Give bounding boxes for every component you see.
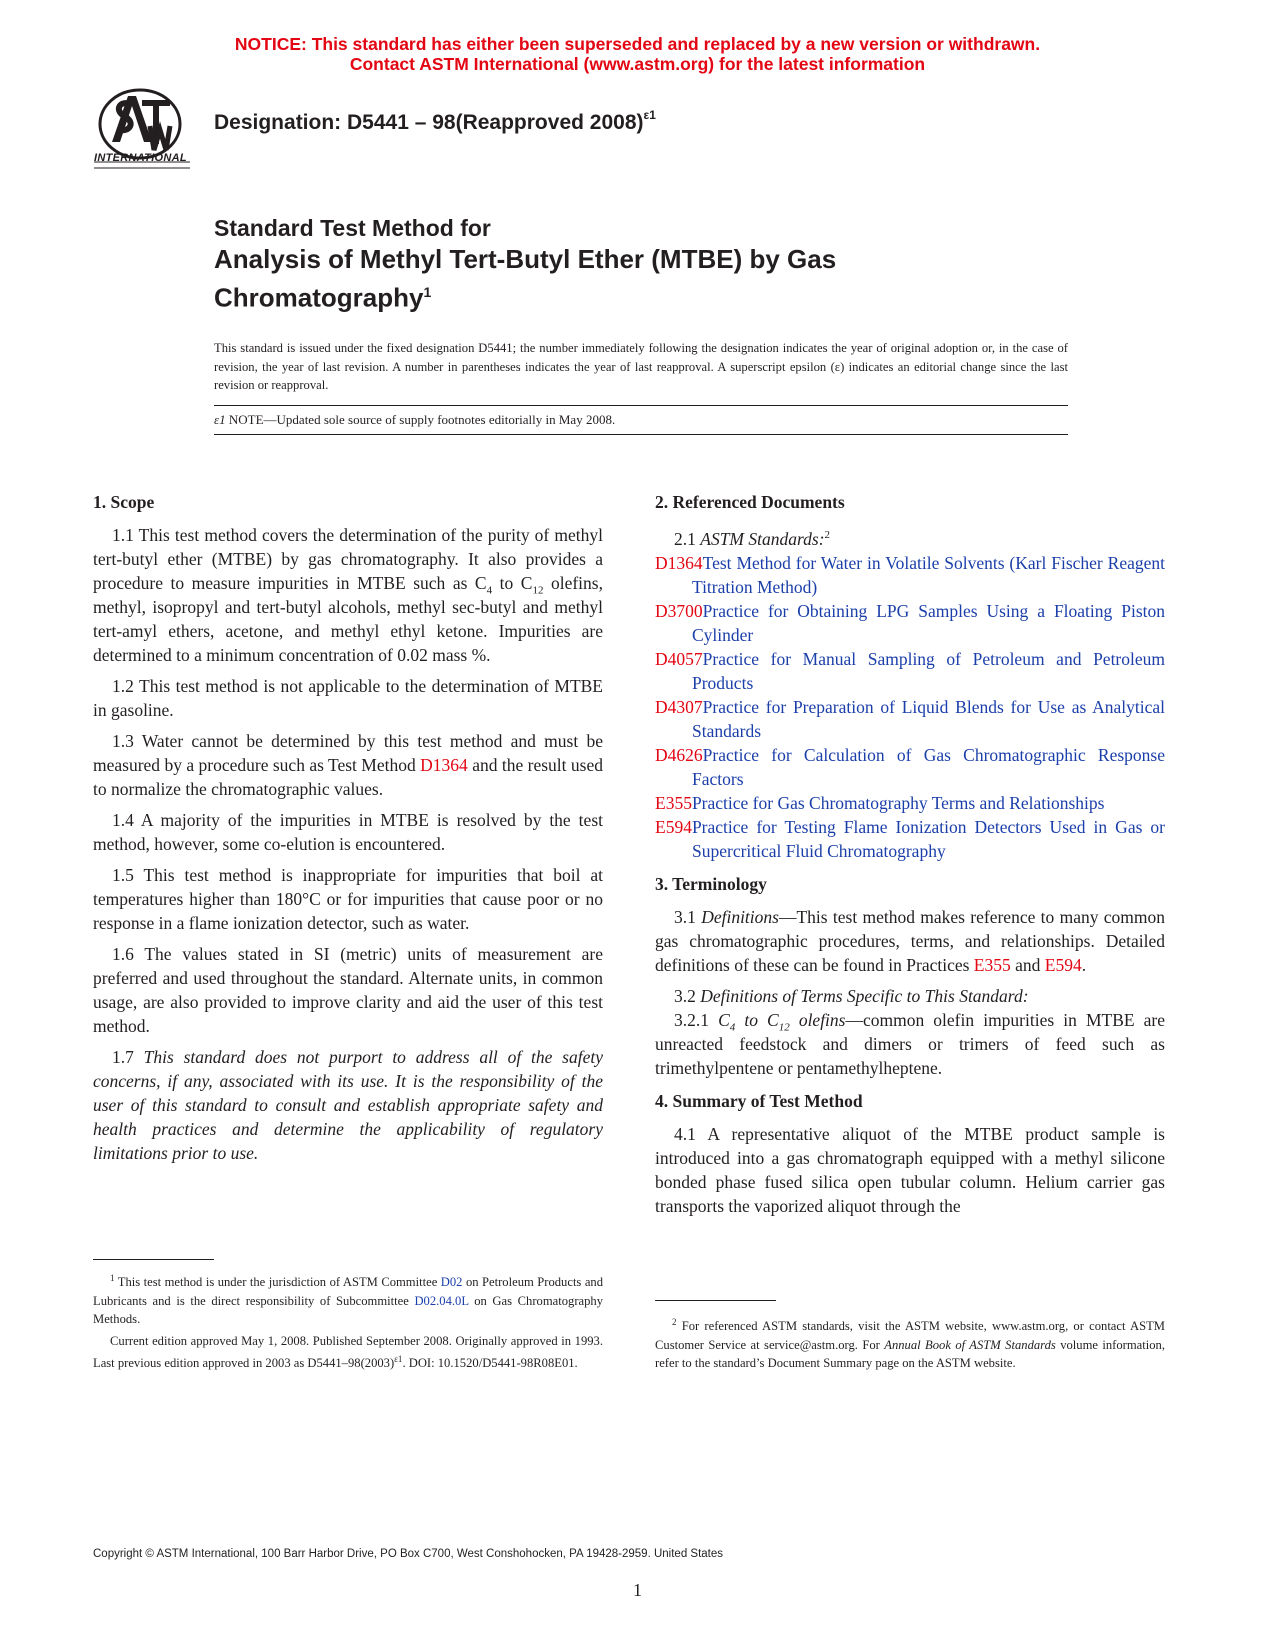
text-run: on Gas Chromatography Methods. (93, 1293, 603, 1327)
reference-code[interactable]: E355 (655, 792, 692, 813)
reference-item[interactable] (655, 551, 1165, 599)
paragraph-1-6: 1.6 The values stated in SI (metric) units of measurement are preferred and used throughout the standard. Alternate units, in common usage, are also provided to improve clarity and aid the user of this test method. (93, 944, 603, 1036)
paragraph-4-1: 4.1 A representative aliquot of the MTBE product sample is introduced into a gas chromatograph equipped with a methyl silicone bonded phase fused silica open tubular column. Helium carrier gas transports the vaporized aliquot through the (655, 1123, 1165, 1216)
section-heading-summary: 4. Summary of Test Method (655, 1090, 863, 1111)
text-run: 1.3 Water cannot be determined by this test method and must be measured by a procedure such as Test Method (93, 731, 603, 775)
footnote-mark: 2 (824, 529, 831, 541)
title-line-2: Analysis of Methyl Tert-Butyl Ether (MTBE) by Gas (214, 244, 837, 274)
text-run: to C (492, 573, 533, 593)
epsilon-note (214, 412, 615, 428)
notice-line-1: NOTICE: This standard has either been superseded and replaced by a new version or withdrawn. (234, 34, 1041, 54)
title-footnote-mark: 1 (423, 284, 432, 300)
text-run: —common olefin impurities in MTBE are unreacted feedstock and dimers or trimers of feed such as trimethylpentene or pentamethylheptene. (655, 1009, 1165, 1078)
text-run: . DOI: 10.1520/D5441-98R08E01. (402, 1356, 578, 1371)
text-run: volume information, refer to the standard’s Document Summary page on the ASTM website. (655, 1337, 1165, 1371)
text-run: olefins (789, 1009, 846, 1030)
link-d02[interactable]: D02 (440, 1275, 463, 1290)
section-heading-referenced-documents: 2. Referenced Documents (655, 492, 845, 512)
text-run: on Petroleum Products and Lubricants and is the direct responsibility of Subcommittee (93, 1275, 603, 1308)
designation (214, 110, 656, 135)
footnote-mark: 1 (110, 1273, 115, 1283)
text-run: This test method is under the jurisdiction of ASTM Committee (114, 1275, 441, 1290)
paragraph-1-5: 1.5 This test method is inappropriate for impurities that boil at temperatures higher than 180°C or for impurities that cause poor or no response in a flame ionization detector, such as water. (93, 865, 603, 933)
subscript: 4 (729, 1021, 736, 1034)
right-column (655, 490, 1165, 1225)
logo-caption: INTERNATIONAL (94, 152, 187, 164)
astm-logo (90, 86, 200, 172)
reference-title[interactable]: Practice for Manual Sampling of Petroleum and Petroleum Products (692, 648, 1165, 693)
footnote-1-text (93, 1269, 603, 1329)
link-d02-04-0l[interactable]: D02.04.0L (414, 1293, 469, 1308)
reference-title[interactable]: Practice for Gas Chromatography Terms and Relationships (691, 792, 1105, 813)
epsilon-mark: ε1 (394, 1354, 403, 1365)
reference-item[interactable] (655, 743, 1165, 791)
reference-item[interactable] (655, 791, 1165, 815)
designation-text: Designation: D5441 – 98(Reapproved 2008) (214, 111, 644, 134)
book-title: Annual Book of ASTM Standards (884, 1337, 1056, 1352)
divider (214, 405, 1068, 406)
footnote-2 (655, 1300, 1165, 1376)
definition-label: Definitions (701, 906, 779, 927)
subscript: 12 (778, 1021, 790, 1034)
reference-code[interactable]: D3700 (655, 600, 703, 621)
reference-code[interactable]: E594 (655, 816, 692, 837)
link-e594[interactable]: E594 (1044, 954, 1082, 975)
epsilon-note-text: NOTE—Updated sole source of supply footnotes editorially in May 2008. (228, 412, 616, 427)
link-d1364[interactable]: D1364 (420, 755, 468, 775)
paragraph-2-1 (655, 523, 1165, 551)
paragraph-number: 3.2 (674, 985, 701, 1006)
term-label (718, 1009, 846, 1034)
paragraph-number: 3.1 (674, 906, 702, 927)
text-run: olefins, methyl, isopropyl and tert-butyl alcohols, methyl sec-butyl and methyl tert-amyl ethers, acetone, and methyl ethyl ketone. Impurities are determined to a minimum concentration of 0.02 mass %. (93, 573, 603, 665)
text-run: to C (735, 1009, 779, 1030)
reference-code[interactable]: D4307 (655, 696, 703, 717)
subscript: 4 (486, 584, 493, 597)
title-line-3-text: Chromatography (214, 282, 424, 313)
withdrawn-notice (0, 34, 1275, 74)
text-run: and (1010, 954, 1045, 975)
copyright-line: Copyright © ASTM International, 100 Barr Harbor Drive, PO Box C700, West Conshohocken, PA 19428-2959. United States (93, 1548, 724, 1560)
reference-title[interactable]: Practice for Obtaining LPG Samples Using a Floating Piston Cylinder (692, 600, 1165, 645)
divider (214, 434, 1068, 435)
paragraph-1-7 (93, 1045, 603, 1165)
safety-caveat: This standard does not purport to address all of the safety concerns, if any, associated with its use. It is the responsibility of the user of this standard to consult and establish appropriate safety and health practices and determine the applicability of regulatory limitations prior to use. (93, 1047, 603, 1163)
paragraph-1-2: 1.2 This test method is not applicable to the determination of MTBE in gasoline. (93, 676, 603, 720)
paragraph-1-1 (93, 523, 603, 667)
reference-list (655, 551, 1165, 863)
reference-title[interactable]: Practice for Preparation of Liquid Blends for Use as Analytical Standards (692, 696, 1165, 741)
footnote-1-edition (93, 1332, 603, 1373)
text-run: For referenced ASTM standards, visit the ASTM website, www.astm.org, or contact ASTM Customer Service at service@astm.org. For (655, 1319, 1165, 1352)
reference-code[interactable]: D4057 (655, 648, 703, 669)
footnote-2-text (655, 1313, 1165, 1373)
reference-item[interactable] (655, 599, 1165, 647)
footnote-rule (655, 1300, 776, 1301)
paragraph-1-3 (93, 729, 603, 801)
notice-line-2: Contact ASTM International (www.astm.org) for the latest information (349, 54, 926, 74)
text-run: 1.1 This test method covers the determination of the purity of methyl tert-butyl ether (MTBE) by gas chromatography. It also provides a procedure to measure impurities in MTBE such as C (93, 525, 603, 593)
document-title (214, 214, 1114, 315)
reference-title[interactable]: Practice for Testing Flame Ionization Detectors Used in Gas or Supercritical Fluid Chromatography (691, 816, 1165, 861)
section-heading-scope: 1. Scope (93, 492, 155, 512)
designation-epsilon: ε1 (643, 108, 656, 122)
reference-title[interactable]: Test Method for Water in Volatile Solvents (Karl Fischer Reagent Titration Method) (692, 552, 1165, 597)
subscript: 12 (532, 584, 544, 597)
paragraph-3-2 (655, 984, 1165, 1008)
text-run: —This test method makes reference to many common gas chromatographic procedures, terms, and relationships. Detailed definitions of these can be found in Practices (655, 906, 1166, 975)
paragraph-number: 2.1 (674, 528, 701, 549)
reference-code[interactable]: D1364 (655, 552, 703, 573)
footnote-rule (93, 1259, 214, 1260)
left-column (93, 490, 603, 1172)
link-e355[interactable]: E355 (973, 954, 1011, 975)
subsection-label: Definitions of Terms Specific to This Standard: (700, 985, 1029, 1006)
page-number: 1 (633, 1580, 642, 1600)
footnote-1 (93, 1259, 603, 1376)
reference-item[interactable] (655, 647, 1165, 695)
paragraph-number: 1.7 (112, 1047, 144, 1067)
reference-item[interactable] (655, 695, 1165, 743)
title-line-3 (214, 276, 1114, 315)
reference-title[interactable]: Practice for Calculation of Gas Chromatographic Response Factors (692, 744, 1165, 789)
paragraph-1-4: 1.4 A majority of the impurities in MTBE is resolved by the test method, however, some co-elution is encountered. (93, 810, 603, 854)
reference-item[interactable] (655, 815, 1165, 863)
reference-code[interactable]: D4626 (655, 744, 703, 765)
text-run: . (1081, 954, 1087, 975)
text-run: C (718, 1009, 730, 1030)
paragraph-number: 3.2.1 (674, 1009, 719, 1030)
paragraph-3-1 (655, 905, 1165, 977)
issuance-statement: This standard is issued under the fixed designation D5441; the number immediately following the designation indicates the year of original adoption or, in the case of revision, the year of last revision. A number in parentheses indicates the year of last reapproval. A superscript epsilon (ε) indicates an editorial change since the last revision or reapproval. (214, 341, 1068, 392)
title-line-1: Standard Test Method for (214, 215, 491, 241)
footnote-mark: 2 (672, 1317, 677, 1327)
subsection-label: ASTM Standards: (700, 528, 825, 549)
text-run: Current edition approved May 1, 2008. Published September 2008. Originally approved in 1993. Last previous edition approved in 2003 as D5441–98(2003) (93, 1333, 603, 1371)
epsilon-mark: ε1 (214, 412, 226, 427)
paragraph-3-2-1 (655, 1008, 1165, 1080)
text-run: and the result used to normalize the chromatographic values. (93, 755, 603, 799)
section-heading-terminology: 3. Terminology (655, 873, 767, 894)
